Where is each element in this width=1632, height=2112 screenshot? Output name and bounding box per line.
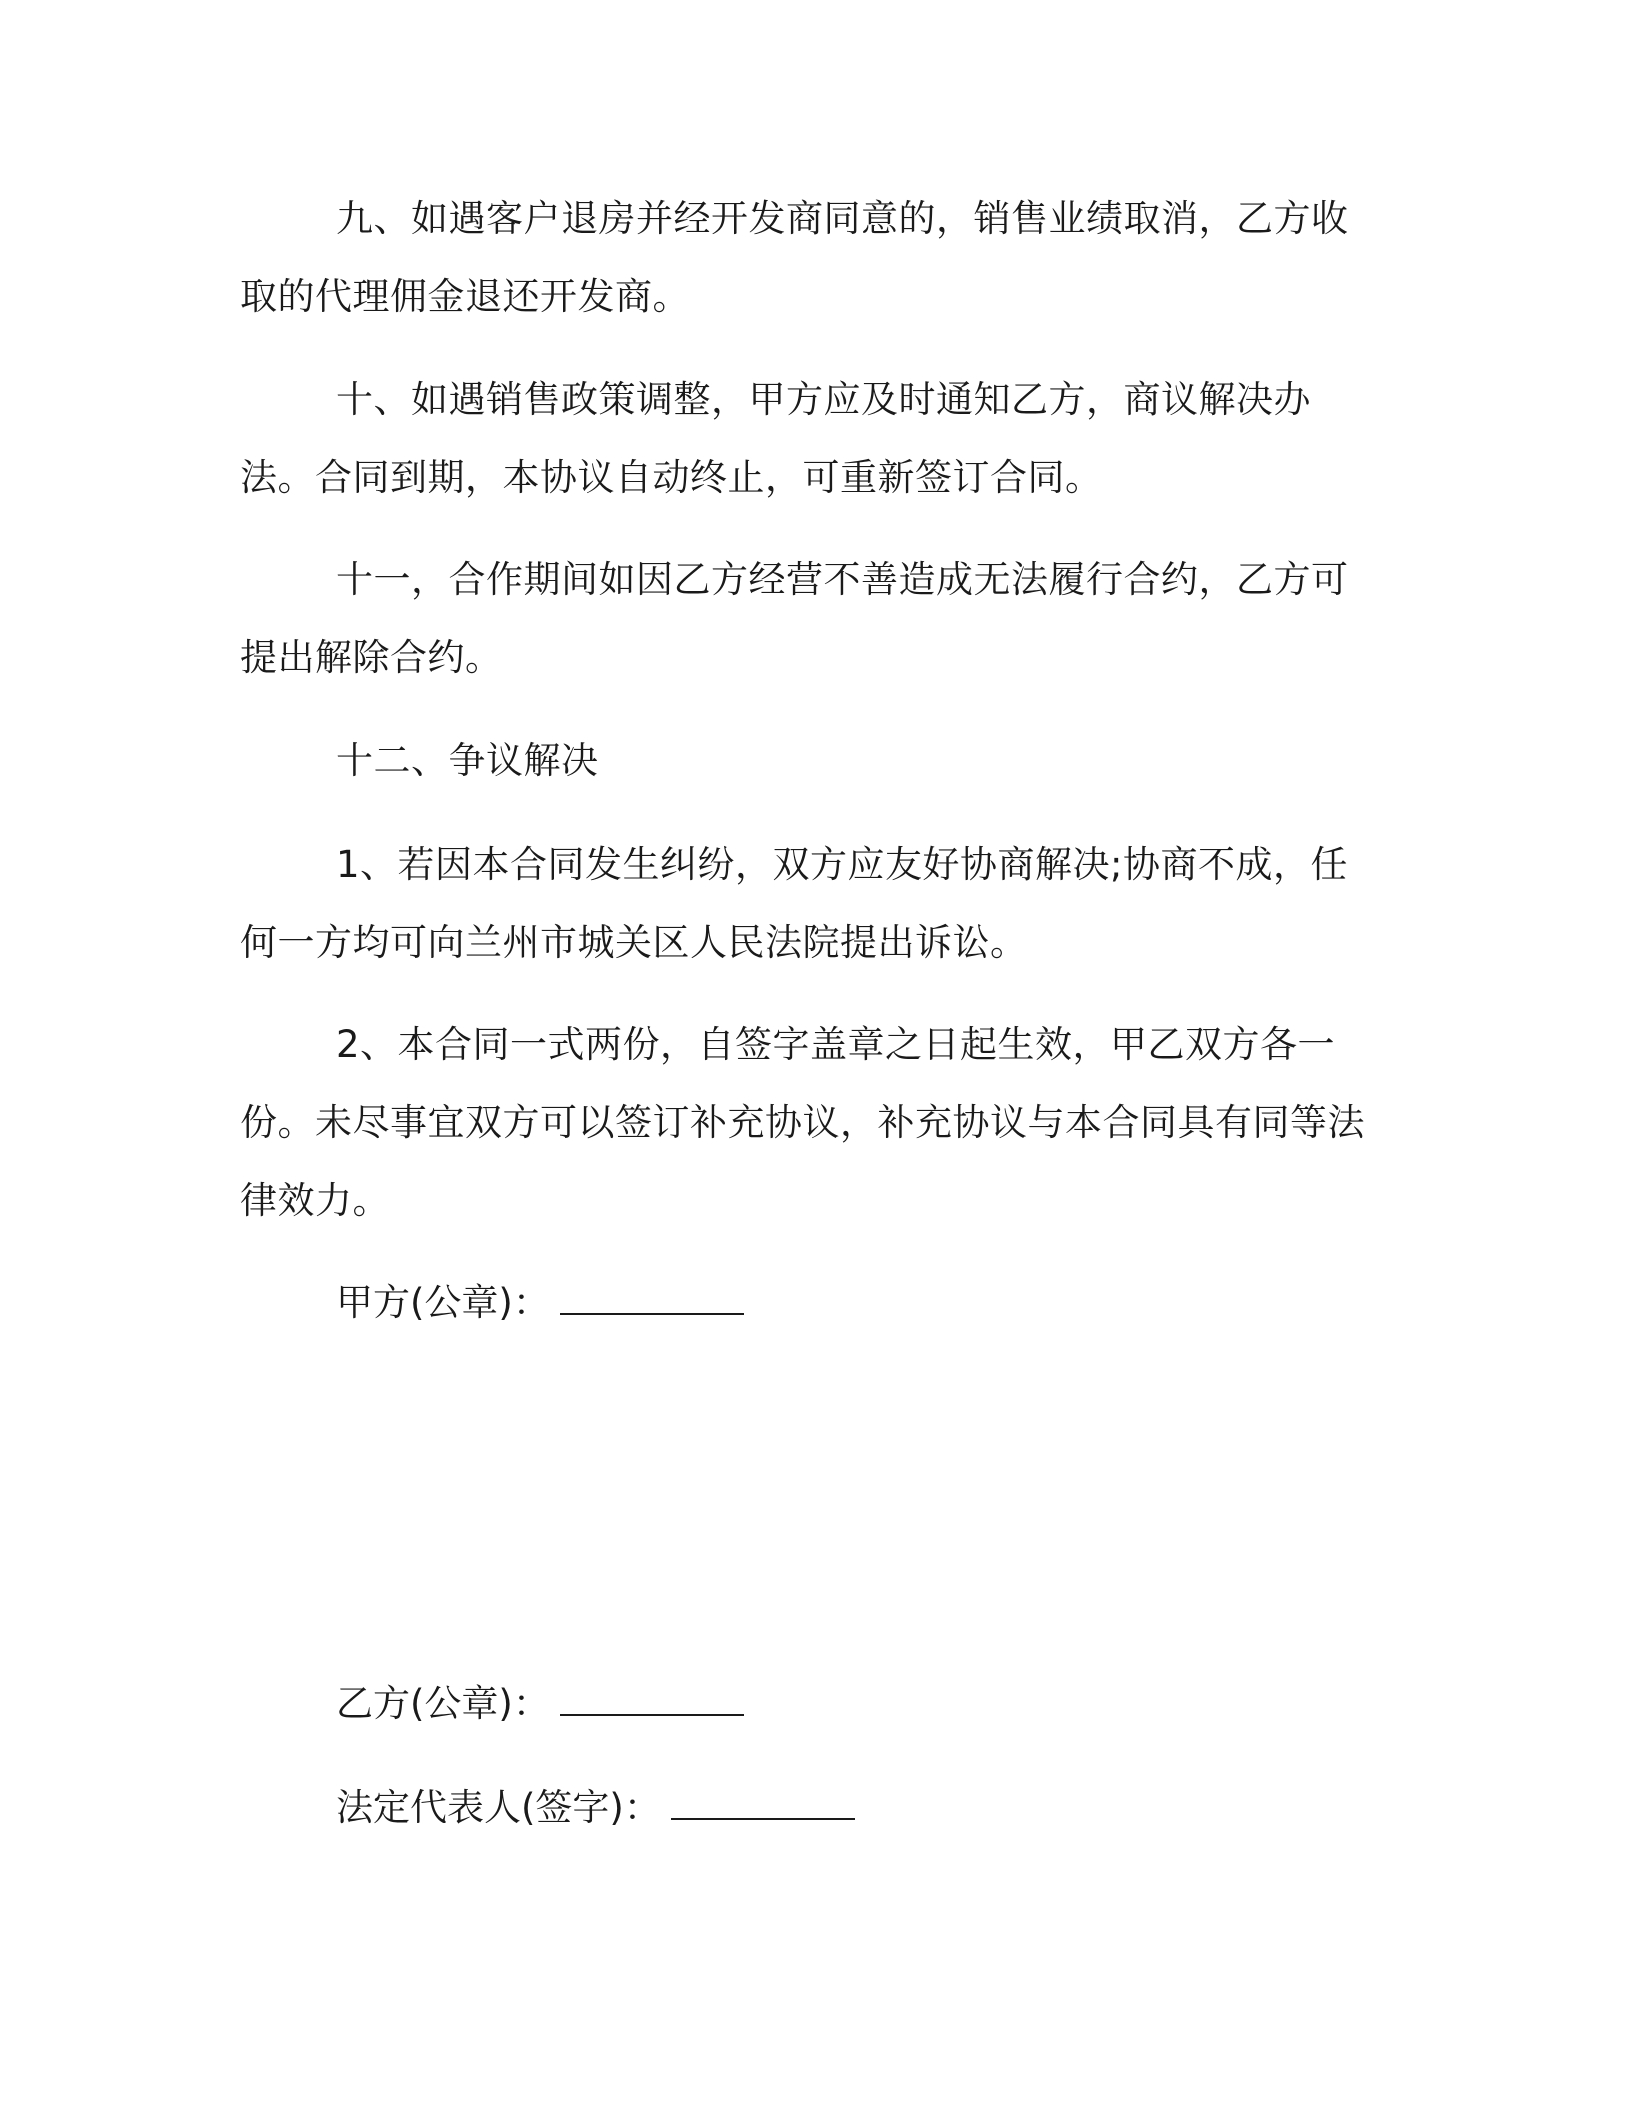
legal-representative-signature-blank: [671, 1788, 855, 1820]
party-b-signature-line: [336, 1665, 744, 1743]
clause-12-item-1-paragraph: 1、若因本合同发生纠纷，双方应友好协商解决;协商不成，任何一方均可向兰州市城关区人民法院提出诉讼。: [240, 843, 1349, 964]
clause-9-paragraph: 九、如遇客户退房并经开发商同意的，销售业绩取消，乙方收取的代理佣金退还开发商。: [240, 197, 1349, 318]
clause-12-item-2-paragraph: 2、本合同一式两份，自签字盖章之日起生效，甲乙双方各一份。未尽事宜双方可以签订补充协议，补充协议与本合同具有同等法律效力。: [240, 1023, 1365, 1222]
clause-11-paragraph: 十一，合作期间如因乙方经营不善造成无法履行合约，乙方可提出解除合约。: [240, 558, 1349, 679]
party-a-signature-blank: [560, 1283, 744, 1315]
party-b-signature-blank: [560, 1684, 744, 1716]
party-a-signature-line: [336, 1264, 744, 1342]
legal-representative-signature-line: [336, 1769, 855, 1847]
clause-12-heading: 十二、争议解决: [336, 739, 599, 782]
clause-10-paragraph: 十、如遇销售政策调整，甲方应及时通知乙方，商议解决办法。合同到期，本协议自动终止，可重新签订合同。: [240, 378, 1311, 499]
legal-representative-label: 法定代表人(签字)：: [336, 1786, 661, 1829]
party-a-seal-label: 甲方(公章)：: [336, 1281, 550, 1324]
party-b-seal-label: 乙方(公章)：: [336, 1682, 550, 1725]
